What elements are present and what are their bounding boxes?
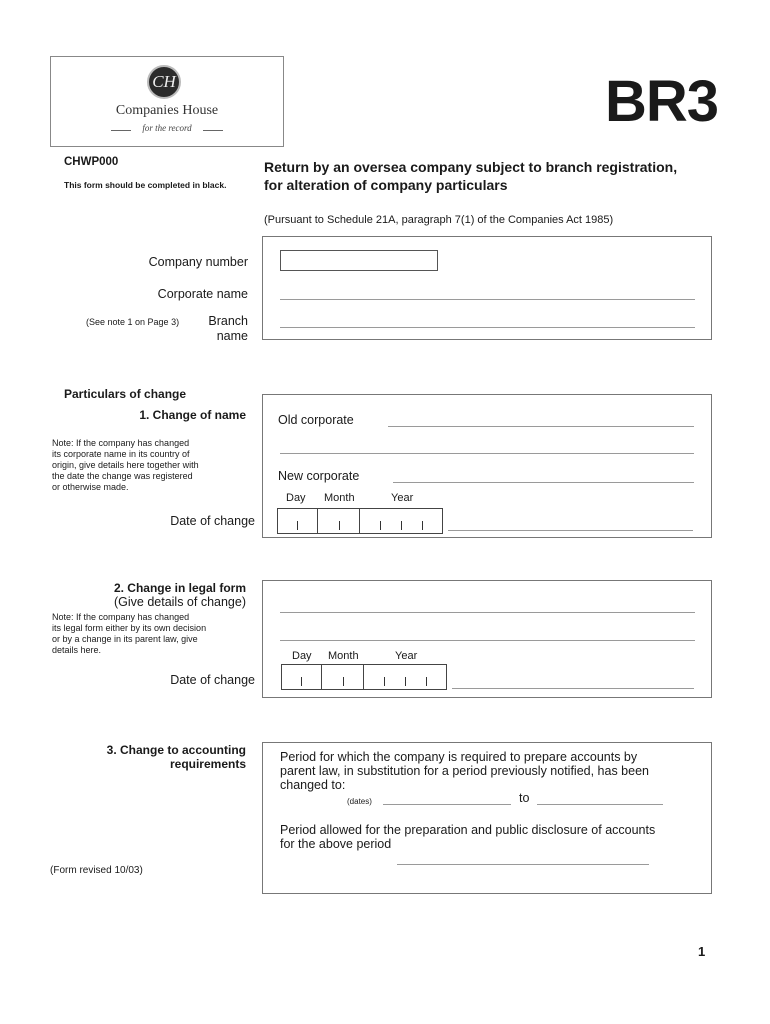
pursuant-text: (Pursuant to Schedule 21A, paragraph 7(1) of the Companies Act 1985) [264, 214, 614, 226]
logo-tagline: for the record [142, 123, 192, 133]
period-from-input[interactable] [383, 804, 511, 805]
allowed-text-line: for the above period [280, 837, 392, 851]
instruction: This form should be completed in black. [64, 180, 227, 190]
section1-date-label: Date of change [170, 514, 255, 528]
title-line-2: for alteration of company particulars [264, 177, 508, 193]
legal-form-input-line2[interactable] [280, 640, 695, 641]
logo-box [50, 56, 284, 147]
section3-heading: 3. Change to accounting [106, 743, 246, 757]
form-code: BR3 [604, 69, 718, 134]
companies-house-logo-icon [147, 65, 181, 99]
title-line-1: Return by an oversea company subject to branch registration, [264, 159, 678, 175]
date-tick [401, 521, 402, 530]
allowed-period-input[interactable] [397, 864, 649, 865]
company-number-label: Company number [148, 255, 248, 269]
particulars-heading: Particulars of change [64, 387, 187, 401]
section1-date-input[interactable] [277, 508, 443, 534]
old-corporate-label: Old corporate [278, 413, 354, 427]
date-tick [301, 677, 302, 686]
company-number-input[interactable] [280, 250, 438, 271]
section2-note-line: Note: If the company has changed [52, 612, 190, 622]
branch-name-label: name [216, 329, 248, 343]
period-text [280, 750, 649, 792]
section3-heading-line2: requirements [169, 757, 246, 771]
old-corporate-input-line2[interactable] [280, 453, 694, 454]
see-note-text: (See note 1 on Page 3) [86, 317, 180, 327]
section1-note-line: origin, give details here together with [52, 460, 199, 470]
form-ref: CHWP000 [64, 156, 119, 168]
section2-date-line[interactable] [452, 688, 694, 689]
section1-day-label: Day [286, 492, 306, 504]
date-tick [426, 677, 427, 686]
section1-note-line: or otherwise made. [52, 482, 129, 492]
branch-name-input[interactable] [280, 327, 695, 328]
section1-heading: 1. Change of name [139, 408, 246, 422]
date-tick [297, 521, 298, 530]
section2-note-line: its legal form either by its own decision [52, 623, 207, 633]
new-corporate-label: New corporate [278, 469, 360, 483]
page-number: 1 [698, 944, 706, 959]
section1-month-label: Month [324, 492, 355, 504]
logo-name: Companies House [115, 103, 219, 118]
to-label: to [519, 791, 530, 805]
branch-label: Branch [208, 314, 248, 328]
corporate-name-label: Corporate name [157, 287, 248, 301]
section2-note [52, 612, 206, 656]
section2-date-label: Date of change [170, 673, 255, 687]
date-tick [384, 677, 385, 686]
new-corporate-input[interactable] [393, 482, 694, 483]
date-day-divider [278, 509, 318, 533]
section2-year-label: Year [395, 650, 418, 662]
allowed-text-line: Period allowed for the preparation and public disclosure of accounts [280, 823, 656, 837]
date-tick [343, 677, 344, 686]
allowed-text [280, 823, 655, 851]
section1-note [52, 438, 199, 493]
date-tick [380, 521, 381, 530]
logo-rule-right [203, 130, 223, 131]
legal-form-input-line1[interactable] [280, 612, 695, 613]
section2-note-line: details here. [52, 645, 102, 655]
date-tick [405, 677, 406, 686]
section1-note-line: its corporate name in its country of [52, 449, 190, 459]
section1-note-line: Note: If the company has changed [52, 438, 190, 448]
old-corporate-input[interactable] [388, 426, 694, 427]
period-text-line: changed to: [280, 778, 346, 792]
dates-label: (dates) [347, 797, 372, 806]
section2-date-input[interactable] [281, 664, 447, 690]
section2-month-label: Month [328, 650, 359, 662]
period-text-line: Period for which the company is required to prepare accounts by [280, 750, 638, 764]
date-day-divider [282, 665, 322, 689]
period-text-line: parent law, in substitution for a period previously notified, has been [280, 764, 649, 778]
section1-year-label: Year [391, 492, 414, 504]
section2-note-line: or by a change in its parent law, give [52, 634, 198, 644]
date-tick [339, 521, 340, 530]
section2-day-label: Day [292, 650, 312, 662]
section2-subheading: (Give details of change) [113, 595, 246, 609]
section1-note-line: the date the change was registered [52, 471, 193, 481]
logo-monogram: CH [152, 72, 176, 91]
form-revised: (Form revised 10/03) [50, 865, 143, 876]
corporate-name-input[interactable] [280, 299, 695, 300]
section1-date-line[interactable] [448, 530, 693, 531]
date-tick [422, 521, 423, 530]
period-to-input[interactable] [537, 804, 663, 805]
section2-heading: 2. Change in legal form [113, 581, 246, 595]
